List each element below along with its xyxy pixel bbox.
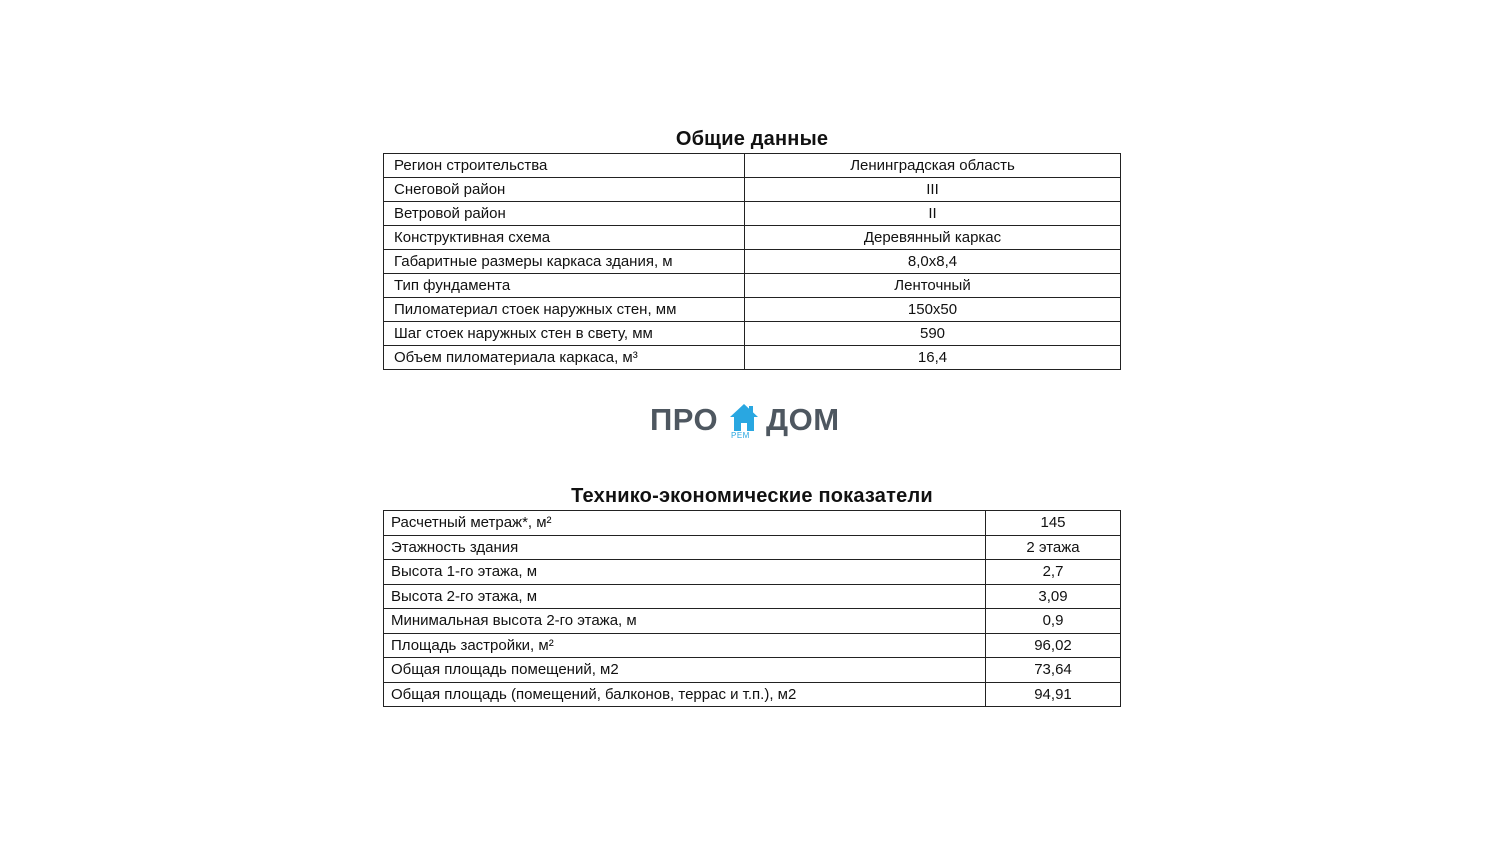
row-value: 8,0х8,4 xyxy=(745,250,1121,274)
table-row xyxy=(384,226,1121,250)
row-label: Площадь застройки, м² xyxy=(384,633,986,658)
row-value: 0,9 xyxy=(986,609,1121,634)
indicators-title: Технико-экономические показатели xyxy=(571,485,933,507)
row-value: Ленинградская область xyxy=(745,154,1121,178)
logo-subtext: РЕМ xyxy=(731,431,750,440)
row-label: Общая площадь (помещений, балконов, террас и т.п.), м2 xyxy=(384,682,986,707)
table-row xyxy=(384,658,1121,683)
row-label: Регион строительства xyxy=(384,154,745,178)
row-value: 16,4 xyxy=(745,346,1121,370)
row-label: Шаг стоек наружных стен в свету, мм xyxy=(384,322,745,346)
table-row xyxy=(384,609,1121,634)
row-label: Снеговой район xyxy=(384,178,745,202)
row-label: Пиломатериал стоек наружных стен, мм xyxy=(384,298,745,322)
table-row xyxy=(384,346,1121,370)
row-label: Высота 1-го этажа, м xyxy=(384,560,986,585)
row-label: Конструктивная схема xyxy=(384,226,745,250)
row-label: Тип фундамента xyxy=(384,274,745,298)
table-row xyxy=(384,274,1121,298)
row-label: Расчетный метраж*, м² xyxy=(384,511,986,536)
row-value: Ленточный xyxy=(745,274,1121,298)
table-row xyxy=(384,178,1121,202)
row-value: II xyxy=(745,202,1121,226)
row-label: Объем пиломатериала каркаса, м³ xyxy=(384,346,745,370)
logo-word-left: ПРО xyxy=(650,402,719,437)
row-value: 150х50 xyxy=(745,298,1121,322)
table-row xyxy=(384,682,1121,707)
table-row xyxy=(384,535,1121,560)
table-row xyxy=(384,633,1121,658)
row-label: Высота 2-го этажа, м xyxy=(384,584,986,609)
row-label: Общая площадь помещений, м2 xyxy=(384,658,986,683)
table-row xyxy=(384,154,1121,178)
table-row xyxy=(384,511,1121,536)
row-value: Деревянный каркас xyxy=(745,226,1121,250)
table-row xyxy=(384,584,1121,609)
table-row xyxy=(384,250,1121,274)
logo xyxy=(648,400,852,446)
row-value: 2 этажа xyxy=(986,535,1121,560)
house-icon xyxy=(728,402,760,434)
row-value: 3,09 xyxy=(986,584,1121,609)
row-value: 2,7 xyxy=(986,560,1121,585)
general-data-table xyxy=(383,153,1121,370)
table-row xyxy=(384,322,1121,346)
row-value: 73,64 xyxy=(986,658,1121,683)
indicators-table xyxy=(383,510,1121,707)
row-value: 590 xyxy=(745,322,1121,346)
table-row xyxy=(384,202,1121,226)
row-value: 145 xyxy=(986,511,1121,536)
row-label: Этажность здания xyxy=(384,535,986,560)
row-value: 94,91 xyxy=(986,682,1121,707)
row-label: Минимальная высота 2-го этажа, м xyxy=(384,609,986,634)
row-label: Габаритные размеры каркаса здания, м xyxy=(384,250,745,274)
logo-word-right: ДОМ xyxy=(766,402,840,437)
row-label: Ветровой район xyxy=(384,202,745,226)
table-row xyxy=(384,560,1121,585)
general-data-title: Общие данные xyxy=(675,128,829,150)
row-value: 96,02 xyxy=(986,633,1121,658)
row-value: III xyxy=(745,178,1121,202)
table-row xyxy=(384,298,1121,322)
